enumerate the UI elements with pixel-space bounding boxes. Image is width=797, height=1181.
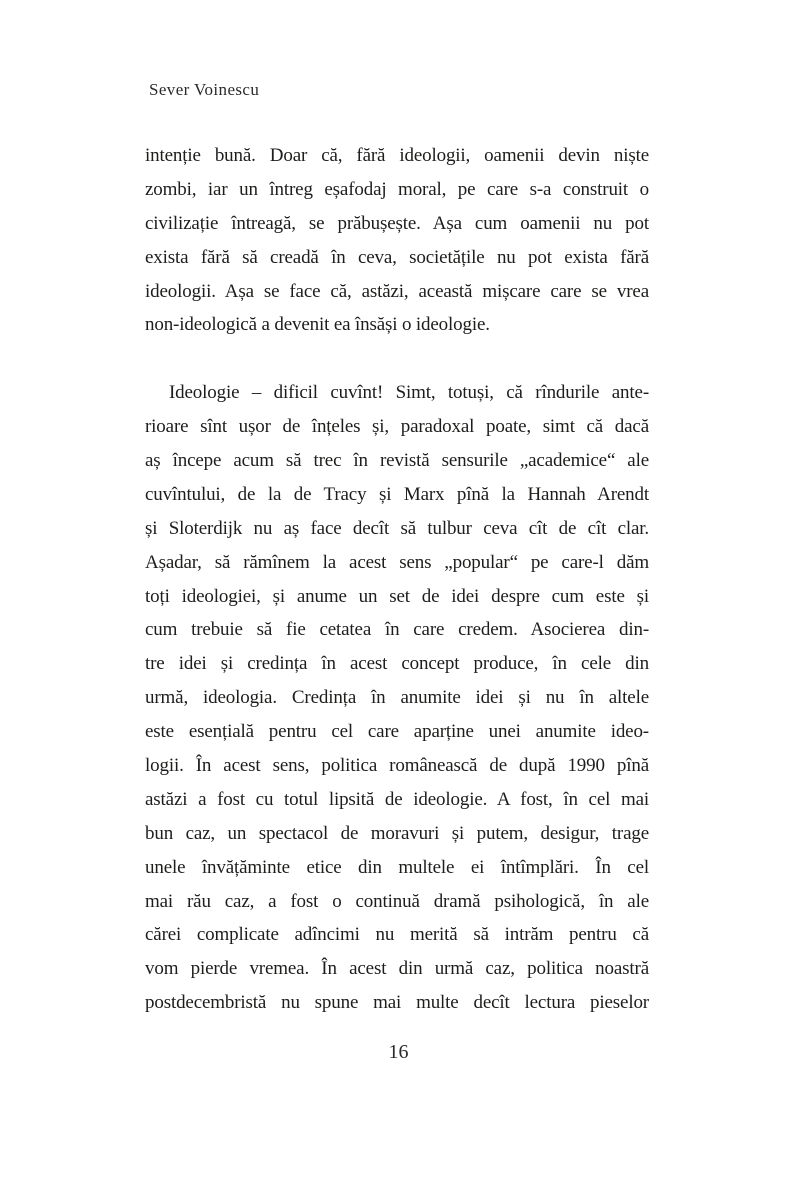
text-line: Așadar, să rămînem la acest sens „popular“ pe care-l dăm: [145, 551, 649, 573]
text-line: urmă, ideologia. Credința în anumite idei și nu în altele: [145, 687, 649, 709]
text-line: Ideologie – dificil cuvînt! Simt, totuși, că rîndurile ante-: [169, 382, 649, 404]
text-line: postdecembristă nu spune mai multe decît lectura pieselor: [145, 992, 649, 1014]
text-line: non-ideologică a devenit ea însăși o ideologie.: [145, 314, 490, 336]
text-line: cărei complicate adîncimi nu merită să intrăm pentru că: [145, 924, 649, 946]
text-line: exista fără să creadă în ceva, societățile nu pot exista fără: [145, 246, 649, 268]
text-line: bun caz, un spectacol de moravuri și putem, desigur, trage: [145, 822, 649, 844]
paragraph: [145, 376, 649, 1020]
text-line: cum trebuie să fie cetatea în care credem. Asocierea din-: [145, 619, 649, 641]
text-line: intenție bună. Doar că, fără ideologii, oamenii devin niște: [145, 145, 649, 166]
text-line: zombi, iar un întreg eșafodaj moral, pe care s-a construit o: [145, 178, 649, 200]
text-line: aș începe acum să trec în revistă sensurile „academice“ ale: [145, 450, 649, 472]
text-line: tre idei și credința în acest concept produce, în cele din: [145, 653, 649, 675]
text-line: astăzi a fost cu totul lipsită de ideologie. A fost, în cel mai: [145, 788, 649, 810]
text-line: toți ideologiei, și anume un set de idei despre cum este și: [145, 585, 649, 607]
text-line: mai rău caz, a fost o continuă dramă psihologică, în ale: [145, 890, 649, 912]
body-text: [145, 139, 649, 1020]
text-line: civilizație întreagă, se prăbușește. Așa cum oamenii nu pot: [145, 212, 649, 234]
text-line: vom pierde vremea. În acest din urmă caz, politica noastră: [145, 958, 649, 980]
text-line: ideologii. Așa se face că, astăzi, această mișcare care se vrea: [145, 280, 649, 302]
text-line: logii. În acest sens, politica românească de după 1990 pînă: [145, 755, 649, 777]
text-line: și Sloterdijk nu aș face decît să tulbur ceva cît de cît clar.: [145, 517, 649, 539]
text-line: unele învățăminte etice din multele ei întîmplări. În cel: [145, 856, 649, 878]
paragraph: [145, 139, 649, 342]
text-line: rioare sînt ușor de înțeles și, paradoxal poate, simt că dacă: [145, 416, 649, 438]
running-header: Sever Voinescu: [149, 80, 260, 99]
text-line: cuvîntului, de la de Tracy și Marx pînă la Hannah Arendt: [145, 483, 649, 505]
text-line: este esențială pentru cel care aparține unei anumite ideo-: [145, 721, 649, 743]
page-number: 16: [388, 1041, 409, 1063]
